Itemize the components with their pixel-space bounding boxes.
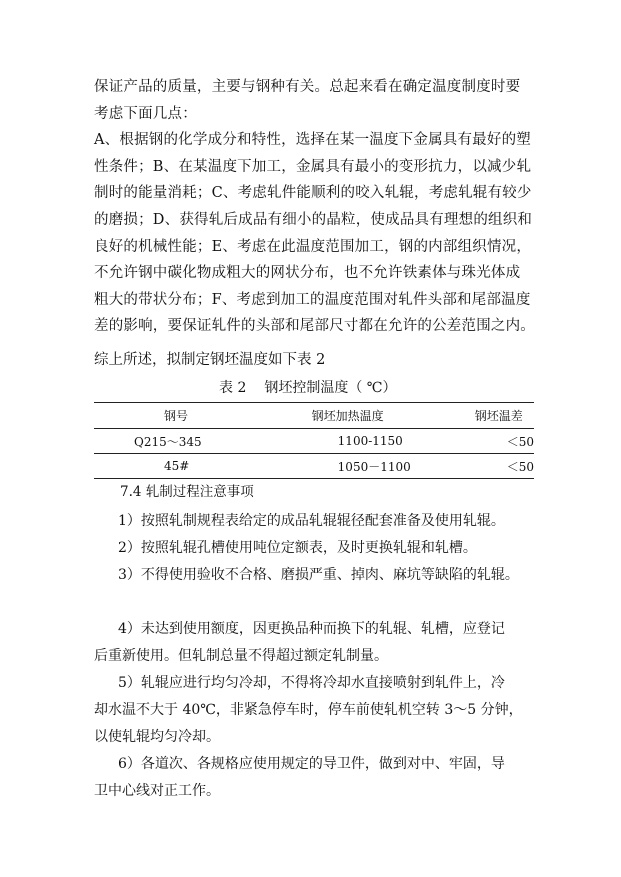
table-cell: 1100-1150 (312, 429, 475, 454)
temperature-considerations-paragraph (94, 74, 534, 340)
paragraph-line: 不允许钢中碳化物成粗大的网状分布，也不允许铁素体与珠光体成 (94, 265, 521, 282)
summary-sentence: 综上所述，拟制定钢坯温度如下表 2 (94, 352, 326, 368)
table-row (94, 454, 534, 479)
list-item: 1）按照轧制规程表给定的成品轧辊辊径配套准备及使用轧辊。 (118, 513, 505, 529)
table-header-row (94, 403, 534, 429)
column-header-steel-grade: 钢号 (94, 403, 312, 429)
list-item: 6）各道次、各规格应使用规定的导卫件，做到对中、牢固，导 (118, 756, 505, 772)
paragraph-line: 的磨损；D、获得轧后成品有细小的晶粒，使成品具有理想的组织和 (94, 211, 533, 228)
paragraph-line: 性条件；B、在某温度下加工，金属具有最小的变形抗力，以减少轧 (94, 158, 532, 175)
list-item-continuation: 卫中心线对正工作。 (94, 783, 220, 799)
spacer (94, 589, 534, 616)
paragraph-line: A、根据钢的化学成分和特性，选择在某一温度下金属具有最好的塑 (94, 132, 531, 149)
list-item-continuation: 却水温不大于 40℃，非紧急停车时，停车前使轧机空转 3～5 分钟， (94, 702, 523, 718)
list-item: 5）轧辊应进行均匀冷却，不得将冷却水直接喷射到轧件上，冷 (118, 675, 505, 691)
paragraph-line: 差的影响，要保证轧件的头部和尾部尺寸都在允许的公差范围之内。 (94, 318, 535, 335)
column-header-heating-temperature: 钢坯加热温度 (312, 403, 475, 429)
paragraph-line: 良好的机械性能；E、考虑在此温度范围加工，钢的内部组织情况， (94, 238, 532, 255)
paragraph-line: 考虑下面几点： (94, 105, 197, 122)
table-caption-title: 钢坯控制温度（ ℃） (264, 380, 397, 396)
list-item: 3）不得使用验收不合格、磨损严重、掉肉、麻坑等缺陷的轧辊。 (118, 567, 519, 583)
paragraph-line: 保证产品的质量，主要与钢种有关。总起来看在确定温度制度时要 (94, 79, 521, 95)
table-caption-label: 表 2 (219, 380, 247, 396)
table-cell: 1050－1100 (312, 454, 475, 479)
list-item-continuation: 后重新使用。但轧制总量不得超过额定轧制量。 (94, 648, 388, 664)
table-caption (219, 378, 396, 398)
rolling-precautions-list (94, 508, 534, 805)
table-cell: ＜50 (475, 429, 534, 454)
table-cell: 45# (94, 454, 312, 479)
list-item: 2）按照轧辊孔槽使用吨位定额表，及时更换轧辊和轧槽。 (118, 540, 477, 556)
list-item: 4）未达到使用额度，因更换品种而换下的轧辊、轧槽，应登记 (118, 621, 505, 637)
table-cell: Q215～345 (94, 429, 312, 454)
paragraph-line: 粗大的带状分布；F、考虑到加工的温度范围对轧件头部和尾部温度 (94, 291, 531, 308)
list-item-continuation: 以使轧辊均匀冷却。 (94, 729, 220, 745)
paragraph-line: 制时的能量消耗；C、考虑轧件能顺利的咬入轧辊，考虑轧辊有较少 (94, 185, 532, 202)
table-row (94, 429, 534, 454)
column-header-temperature-difference: 钢坯温差 (475, 403, 534, 429)
billet-temperature-table (94, 402, 534, 479)
table-cell: ＜50 (475, 454, 534, 479)
section-heading: 7.4 轧制过程注意事项 (120, 484, 254, 500)
